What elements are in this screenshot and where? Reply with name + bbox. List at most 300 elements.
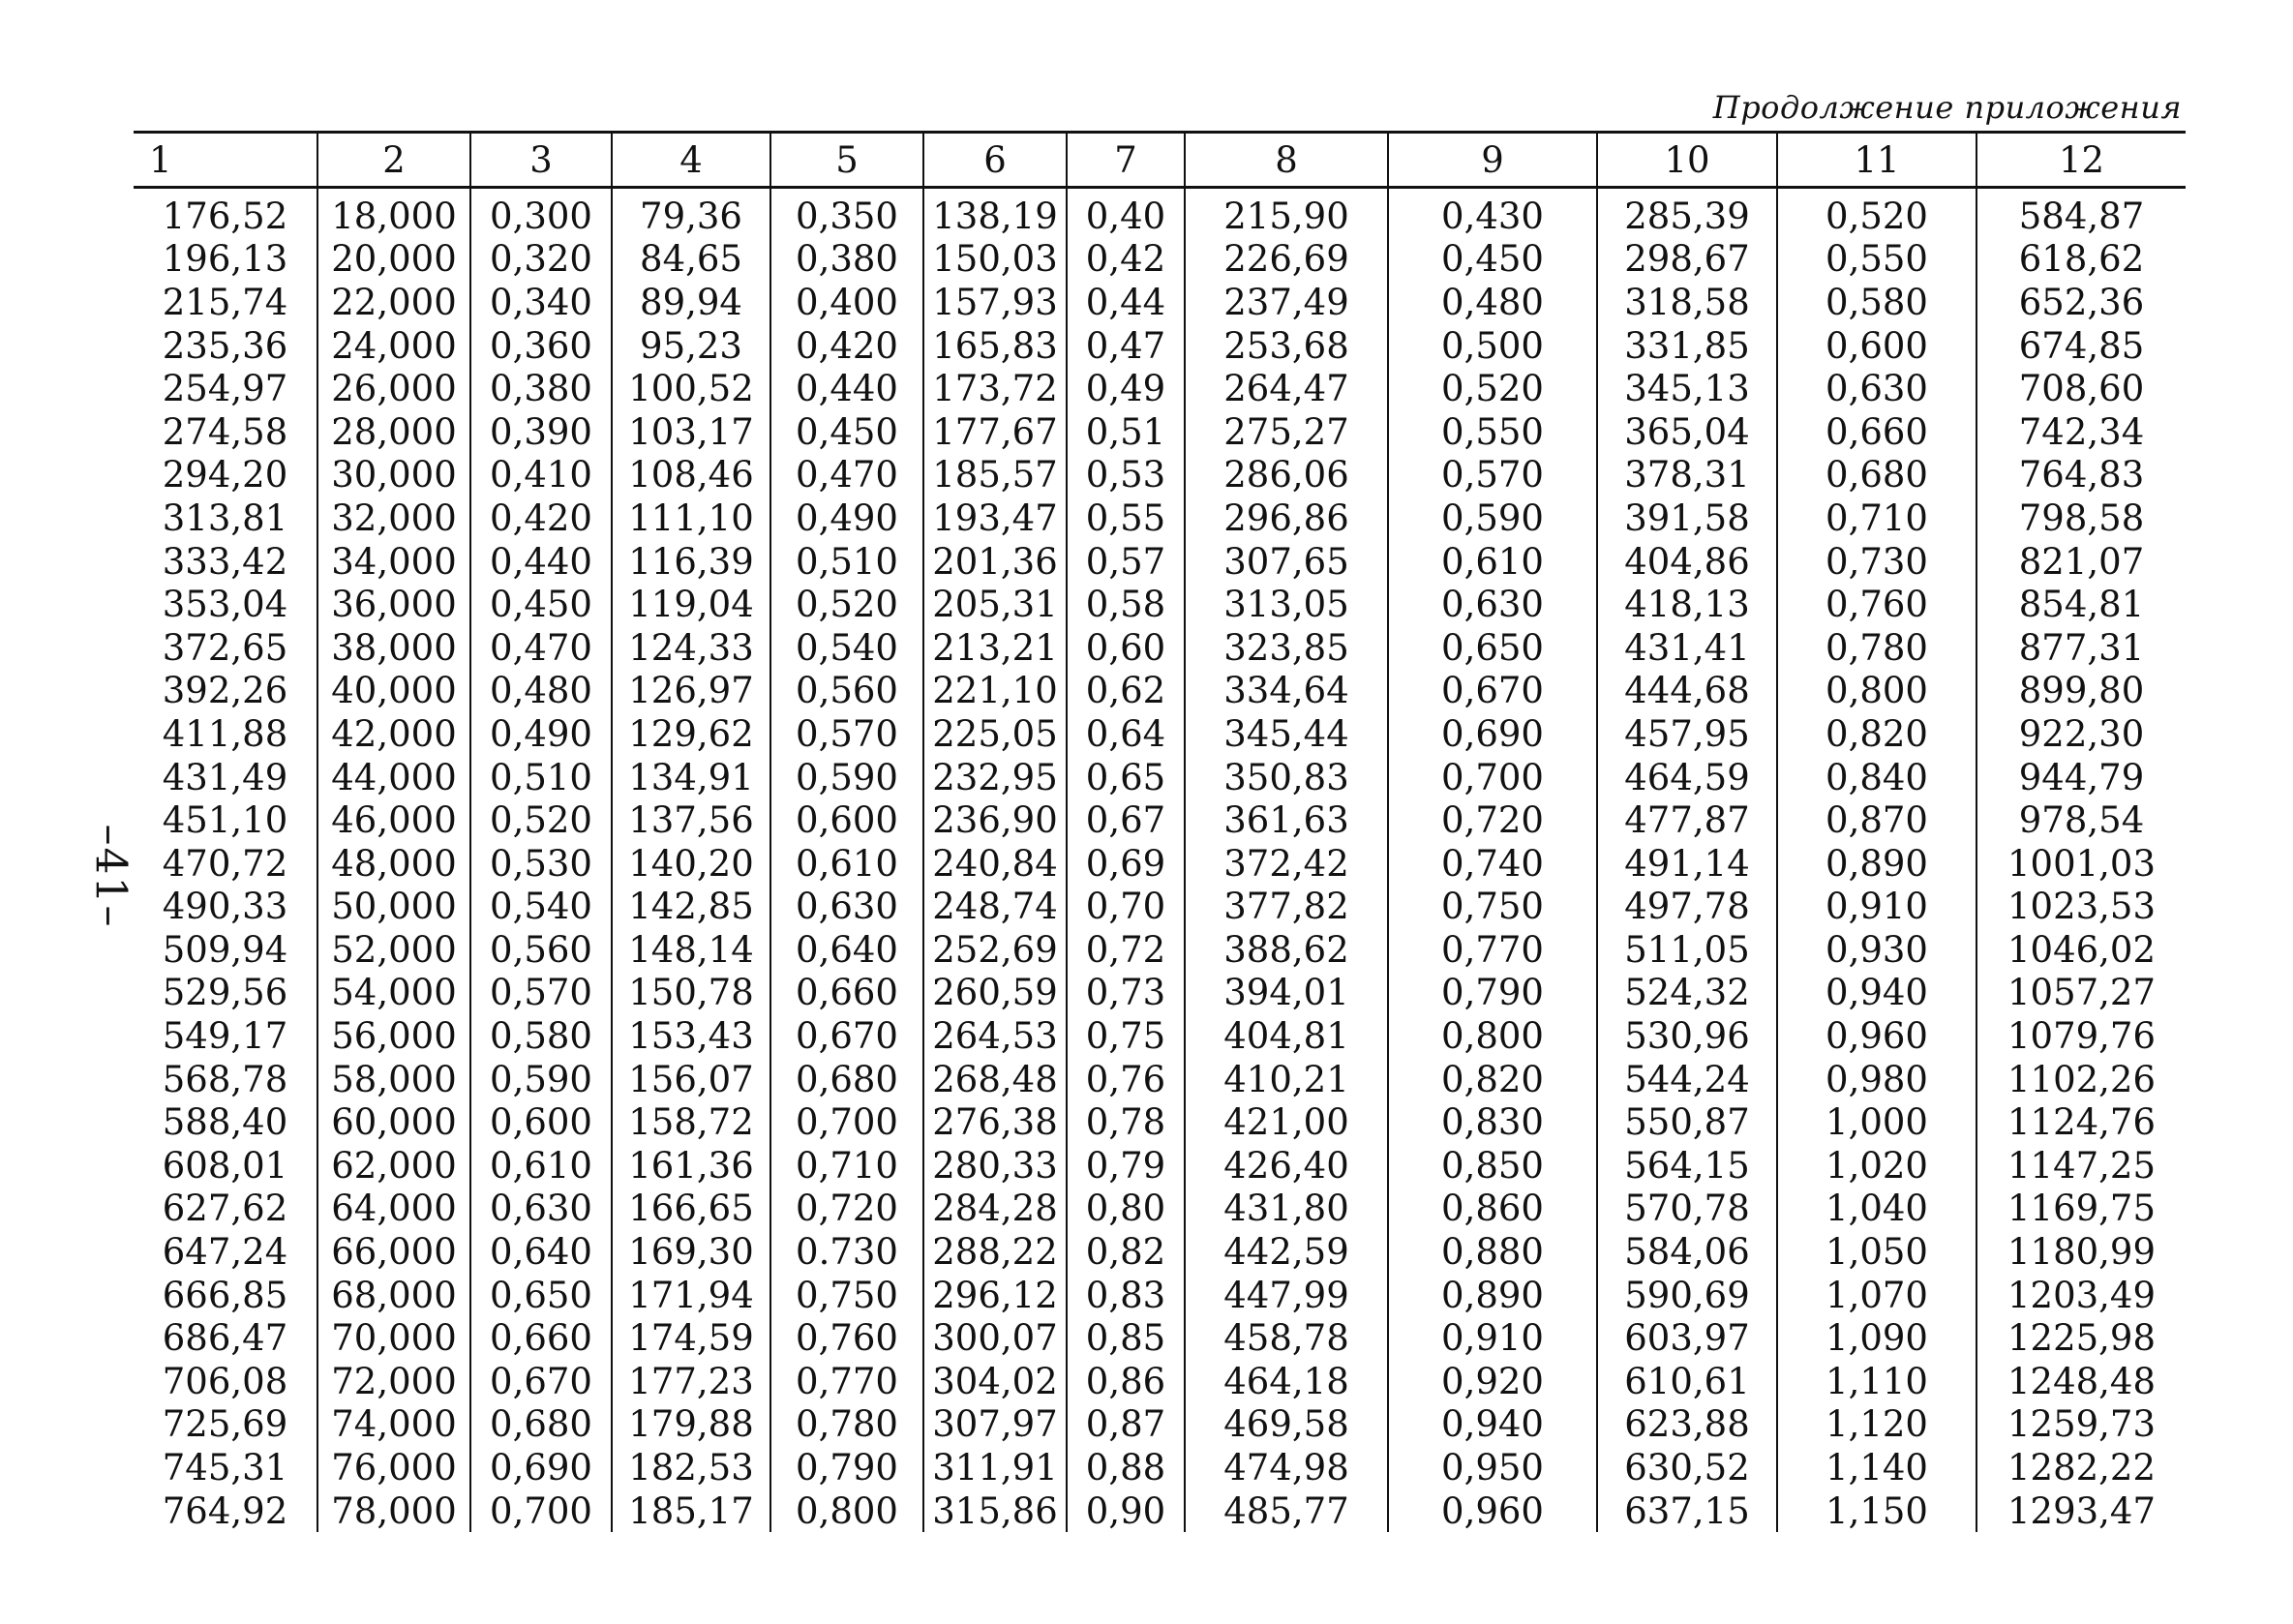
table-cell: 284,28 xyxy=(923,1188,1067,1231)
table-cell: 274,58 xyxy=(162,410,288,453)
table-cell: 0,750 xyxy=(1388,886,1597,929)
table-cell: 70,000 xyxy=(317,1316,470,1360)
table-cell: 404,86 xyxy=(1597,540,1777,584)
table-cell: 76,000 xyxy=(317,1446,470,1489)
table-cell: 78,000 xyxy=(317,1489,470,1533)
table-cell: 0,740 xyxy=(1388,842,1597,886)
table-cell: 0,540 xyxy=(770,626,923,670)
table-cell: 0,70 xyxy=(1067,886,1185,929)
table-cell: 285,39 xyxy=(1597,188,1777,238)
table-cell: 0,820 xyxy=(1777,712,1976,756)
column-header-8: 8 xyxy=(1185,133,1388,188)
table-cell: 0,910 xyxy=(1388,1316,1597,1360)
table-cell: 0,590 xyxy=(470,1058,612,1101)
table-cell: 0,580 xyxy=(470,1014,612,1058)
table-cell: 0,82 xyxy=(1067,1230,1185,1274)
table-cell: 0,730 xyxy=(1777,540,1976,584)
table-cell: 140,20 xyxy=(612,842,770,886)
table-cell: 431,49 xyxy=(162,756,288,798)
table-cell: 623,88 xyxy=(1597,1403,1777,1447)
column-header-5: 5 xyxy=(770,133,923,188)
table-cell: 142,85 xyxy=(612,886,770,929)
table-row xyxy=(134,540,2186,584)
table-cell: 469,58 xyxy=(1185,1403,1388,1447)
table-row xyxy=(134,972,2186,1015)
table-cell: 630,52 xyxy=(1597,1446,1777,1489)
table-cell: 0,550 xyxy=(1388,410,1597,454)
table-row xyxy=(134,1230,2186,1274)
table-cell: 18,000 xyxy=(317,188,470,238)
table-cell: 618,62 xyxy=(1976,238,2186,282)
table-cell: 529,56 xyxy=(162,972,288,1014)
table-cell: 0,520 xyxy=(470,798,612,842)
table-cell: 798,58 xyxy=(1976,496,2186,540)
table-cell: 0,960 xyxy=(1777,1014,1976,1058)
table-row xyxy=(134,1100,2186,1144)
table-cell: 524,32 xyxy=(1597,972,1777,1015)
table-cell: 0,42 xyxy=(1067,238,1185,282)
table-cell: 0,680 xyxy=(1777,454,1976,497)
table-cell: 0,710 xyxy=(770,1144,923,1188)
table-cell: 0,380 xyxy=(770,238,923,282)
table-row xyxy=(134,842,2186,886)
table-cell: 0,540 xyxy=(470,886,612,929)
table-cell: 464,18 xyxy=(1185,1360,1388,1403)
table-cell: 0,480 xyxy=(470,670,612,713)
table-cell: 590,69 xyxy=(1597,1274,1777,1317)
table-cell: 48,000 xyxy=(317,842,470,886)
table-cell: 511,05 xyxy=(1597,928,1777,972)
table-cell: 978,54 xyxy=(1976,798,2186,842)
table-cell: 173,72 xyxy=(923,367,1067,410)
table-cell: 54,000 xyxy=(317,972,470,1015)
table-cell: 264,47 xyxy=(1185,367,1388,410)
table-cell: 1248,48 xyxy=(1976,1360,2186,1403)
table-cell: 457,95 xyxy=(1597,712,1777,756)
table-cell: 304,02 xyxy=(923,1360,1067,1403)
table-cell: 0,450 xyxy=(1388,238,1597,282)
table-cell: 156,07 xyxy=(612,1058,770,1101)
table-cell: 431,41 xyxy=(1597,626,1777,670)
table-cell: 0,630 xyxy=(470,1188,612,1231)
table-cell: 0,450 xyxy=(770,410,923,454)
table-cell: 124,33 xyxy=(612,626,770,670)
table-cell: 411,88 xyxy=(162,712,288,755)
table-cell: 0,490 xyxy=(470,712,612,756)
table-cell: 22,000 xyxy=(317,281,470,324)
table-cell: 0,560 xyxy=(770,670,923,713)
table-cell: 252,69 xyxy=(923,928,1067,972)
table-cell: 0,560 xyxy=(470,928,612,972)
table-cell: 490,33 xyxy=(162,886,288,928)
table-cell: 177,67 xyxy=(923,410,1067,454)
column-header-4: 4 xyxy=(612,133,770,188)
table-cell: 0,410 xyxy=(470,454,612,497)
table-cell: 0,440 xyxy=(470,540,612,584)
table-cell: 444,68 xyxy=(1597,670,1777,713)
table-row xyxy=(134,1316,2186,1360)
table-cell: 1,050 xyxy=(1777,1230,1976,1274)
table-row xyxy=(134,324,2186,368)
table-cell: 647,24 xyxy=(162,1231,288,1274)
table-cell: 1,110 xyxy=(1777,1360,1976,1403)
column-header-11: 11 xyxy=(1777,133,1976,188)
table-cell: 1046,02 xyxy=(1976,928,2186,972)
table-cell: 298,67 xyxy=(1597,238,1777,282)
table-row xyxy=(134,1014,2186,1058)
table-cell: 1001,03 xyxy=(1976,842,2186,886)
table-cell: 1079,76 xyxy=(1976,1014,2186,1058)
table-cell: 0,79 xyxy=(1067,1144,1185,1188)
table-cell: 0,670 xyxy=(770,1014,923,1058)
table-cell: 0,680 xyxy=(770,1058,923,1101)
table-cell: 0,820 xyxy=(1388,1058,1597,1101)
table-cell: 311,91 xyxy=(923,1446,1067,1489)
table-cell: 150,03 xyxy=(923,238,1067,282)
table-cell: 158,72 xyxy=(612,1100,770,1144)
table-cell: 404,81 xyxy=(1185,1014,1388,1058)
table-cell: 134,91 xyxy=(612,756,770,799)
table-cell: 0,55 xyxy=(1067,496,1185,540)
table-cell: 666,85 xyxy=(162,1274,288,1316)
table-cell: 0,51 xyxy=(1067,410,1185,454)
table-cell: 0,630 xyxy=(1388,583,1597,626)
table-cell: 0,770 xyxy=(1388,928,1597,972)
table-cell: 0,700 xyxy=(770,1100,923,1144)
table-cell: 394,01 xyxy=(1185,972,1388,1015)
table-cell: 44,000 xyxy=(317,756,470,799)
table-cell: 215,90 xyxy=(1185,188,1388,238)
table-cell: 0,880 xyxy=(1388,1230,1597,1274)
table-cell: 764,92 xyxy=(162,1489,288,1532)
table-cell: 0,570 xyxy=(470,972,612,1015)
table-cell: 0,930 xyxy=(1777,928,1976,972)
table-cell: 0,75 xyxy=(1067,1014,1185,1058)
table-cell: 193,47 xyxy=(923,496,1067,540)
table-cell: 0,660 xyxy=(470,1316,612,1360)
table-cell: 0,60 xyxy=(1067,626,1185,670)
table-cell: 307,65 xyxy=(1185,540,1388,584)
table-cell: 30,000 xyxy=(317,454,470,497)
table-cell: 418,13 xyxy=(1597,583,1777,626)
table-cell: 0,64 xyxy=(1067,712,1185,756)
table-cell: 1293,47 xyxy=(1976,1489,2186,1533)
table-cell: 0,520 xyxy=(770,583,923,626)
table-cell: 0,860 xyxy=(1388,1188,1597,1231)
table-cell: 603,97 xyxy=(1597,1316,1777,1360)
table-cell: 1169,75 xyxy=(1976,1188,2186,1231)
table-cell: 74,000 xyxy=(317,1403,470,1447)
table-cell: 0,940 xyxy=(1777,972,1976,1015)
column-header-2: 2 xyxy=(317,133,470,188)
table-cell: 153,43 xyxy=(612,1014,770,1058)
table-cell: 0,660 xyxy=(770,972,923,1015)
table-cell: 410,21 xyxy=(1185,1058,1388,1101)
table-cell: 119,04 xyxy=(612,583,770,626)
table-cell: 421,00 xyxy=(1185,1100,1388,1144)
table-cell: 0,610 xyxy=(770,842,923,886)
table-cell: 240,84 xyxy=(923,842,1067,886)
table-cell: 544,24 xyxy=(1597,1058,1777,1101)
table-cell: 179,88 xyxy=(612,1403,770,1447)
table-row xyxy=(134,670,2186,713)
table-cell: 0,320 xyxy=(470,238,612,282)
table-cell: 345,13 xyxy=(1597,367,1777,410)
table-cell: 116,39 xyxy=(612,540,770,584)
table-cell: 286,06 xyxy=(1185,454,1388,497)
table-cell: 764,83 xyxy=(1976,454,2186,497)
table-cell: 0,76 xyxy=(1067,1058,1185,1101)
table-cell: 1124,76 xyxy=(1976,1100,2186,1144)
table-row xyxy=(134,1274,2186,1317)
column-header-6: 6 xyxy=(923,133,1067,188)
table-cell: 182,53 xyxy=(612,1446,770,1489)
table-cell: 1225,98 xyxy=(1976,1316,2186,1360)
table-cell: 177,23 xyxy=(612,1360,770,1403)
table-cell: 0,87 xyxy=(1067,1403,1185,1447)
column-header-1: 1 xyxy=(134,133,317,188)
table-cell: 1147,25 xyxy=(1976,1144,2186,1188)
table-cell: 391,58 xyxy=(1597,496,1777,540)
table-cell: 26,000 xyxy=(317,367,470,410)
data-table xyxy=(134,131,2186,1532)
table-cell: 1,140 xyxy=(1777,1446,1976,1489)
table-cell: 28,000 xyxy=(317,410,470,454)
table-cell: 877,31 xyxy=(1976,626,2186,670)
table-cell: 1023,53 xyxy=(1976,886,2186,929)
table-cell: 148,14 xyxy=(612,928,770,972)
table-cell: 0,590 xyxy=(1388,496,1597,540)
table-cell: 350,83 xyxy=(1185,756,1388,799)
table-cell: 365,04 xyxy=(1597,410,1777,454)
table-cell: 138,19 xyxy=(923,188,1067,238)
table-cell: 264,53 xyxy=(923,1014,1067,1058)
table-cell: 821,07 xyxy=(1976,540,2186,584)
table-cell: 0,940 xyxy=(1388,1403,1597,1447)
table-cell: 1,150 xyxy=(1777,1489,1976,1533)
table-cell: 627,62 xyxy=(162,1188,288,1230)
table-cell: 103,17 xyxy=(612,410,770,454)
table-cell: 79,36 xyxy=(612,188,770,238)
table-cell: 205,31 xyxy=(923,583,1067,626)
table-cell: 171,94 xyxy=(612,1274,770,1317)
page-number: –41– xyxy=(85,824,136,929)
table-row xyxy=(134,281,2186,324)
table-cell: 0,350 xyxy=(770,188,923,238)
table-cell: 280,33 xyxy=(923,1144,1067,1188)
table-cell: 0,83 xyxy=(1067,1274,1185,1317)
table-cell: 0,420 xyxy=(770,324,923,368)
table-cell: 509,94 xyxy=(162,928,288,971)
table-cell: 361,63 xyxy=(1185,798,1388,842)
table-cell: 221,10 xyxy=(923,670,1067,713)
table-cell: 0,780 xyxy=(1777,626,1976,670)
table-cell: 226,69 xyxy=(1185,238,1388,282)
table-cell: 0,58 xyxy=(1067,583,1185,626)
table-cell: 610,61 xyxy=(1597,1360,1777,1403)
table-cell: 68,000 xyxy=(317,1274,470,1317)
table-cell: 294,20 xyxy=(162,454,288,496)
table-cell: 0,53 xyxy=(1067,454,1185,497)
table-cell: 296,86 xyxy=(1185,496,1388,540)
table-cell: 0,800 xyxy=(1777,670,1976,713)
table-cell: 307,97 xyxy=(923,1403,1067,1447)
table-cell: 0,890 xyxy=(1388,1274,1597,1317)
table-cell: 345,44 xyxy=(1185,712,1388,756)
table-cell: 129,62 xyxy=(612,712,770,756)
table-cell: 260,59 xyxy=(923,972,1067,1015)
table-cell: 0,580 xyxy=(1777,281,1976,324)
table-cell: 0,450 xyxy=(470,583,612,626)
table-cell: 313,05 xyxy=(1185,583,1388,626)
table-cell: 745,31 xyxy=(162,1447,288,1489)
table-cell: 899,80 xyxy=(1976,670,2186,713)
table-cell: 100,52 xyxy=(612,367,770,410)
table-body xyxy=(134,188,2186,1533)
table-cell: 0,960 xyxy=(1388,1489,1597,1533)
table-cell: 0,360 xyxy=(470,324,612,368)
table-cell: 213,21 xyxy=(923,626,1067,670)
table-cell: 377,82 xyxy=(1185,886,1388,929)
table-cell: 474,98 xyxy=(1185,1446,1388,1489)
table-cell: 0,510 xyxy=(770,540,923,584)
table-cell: 0,85 xyxy=(1067,1316,1185,1360)
table-cell: 0,770 xyxy=(770,1360,923,1403)
table-cell: 52,000 xyxy=(317,928,470,972)
table-cell: 0,49 xyxy=(1067,367,1185,410)
table-cell: 0,950 xyxy=(1388,1446,1597,1489)
table-cell: 0,700 xyxy=(1388,756,1597,799)
table-cell: 0,640 xyxy=(470,1230,612,1274)
table-cell: 60,000 xyxy=(317,1100,470,1144)
table-cell: 652,36 xyxy=(1976,281,2186,324)
table-cell: 185,17 xyxy=(612,1489,770,1533)
table-cell: 169,30 xyxy=(612,1230,770,1274)
table-row xyxy=(134,1446,2186,1489)
table-cell: 426,40 xyxy=(1185,1144,1388,1188)
table-cell: 108,46 xyxy=(612,454,770,497)
table-cell: 46,000 xyxy=(317,798,470,842)
table-cell: 447,99 xyxy=(1185,1274,1388,1317)
table-cell: 0,640 xyxy=(770,928,923,972)
table-cell: 0,44 xyxy=(1067,281,1185,324)
table-cell: 0,720 xyxy=(1388,798,1597,842)
table-cell: 1102,26 xyxy=(1976,1058,2186,1101)
table-cell: 564,15 xyxy=(1597,1144,1777,1188)
table-cell: 708,60 xyxy=(1976,367,2186,410)
table-row xyxy=(134,798,2186,842)
table-cell: 166,65 xyxy=(612,1188,770,1231)
table-cell: 0,790 xyxy=(1388,972,1597,1015)
table-cell: 288,22 xyxy=(923,1230,1067,1274)
table-cell: 0,890 xyxy=(1777,842,1976,886)
table-cell: 0,610 xyxy=(1388,540,1597,584)
table-row xyxy=(134,756,2186,799)
table-cell: 0,62 xyxy=(1067,670,1185,713)
table-cell: 470,72 xyxy=(162,842,288,885)
table-cell: 353,04 xyxy=(162,584,288,626)
table-cell: 0,750 xyxy=(770,1274,923,1317)
table-cell: 442,59 xyxy=(1185,1230,1388,1274)
table-cell: 20,000 xyxy=(317,238,470,282)
table-cell: 568,78 xyxy=(162,1058,288,1100)
table-cell: 706,08 xyxy=(162,1360,288,1402)
table-cell: 201,36 xyxy=(923,540,1067,584)
table-row xyxy=(134,410,2186,454)
table-cell: 235,36 xyxy=(162,324,288,367)
table-cell: 0,800 xyxy=(1388,1014,1597,1058)
table-cell: 32,000 xyxy=(317,496,470,540)
table-cell: 0,420 xyxy=(470,496,612,540)
table-cell: 176,52 xyxy=(162,195,288,237)
table-cell: 392,26 xyxy=(162,670,288,712)
table-row xyxy=(134,1489,2186,1533)
table-cell: 50,000 xyxy=(317,886,470,929)
column-header-7: 7 xyxy=(1067,133,1185,188)
table-cell: 0,430 xyxy=(1388,188,1597,238)
table-cell: 0,88 xyxy=(1067,1446,1185,1489)
table-cell: 0,760 xyxy=(770,1316,923,1360)
table-cell: 0,600 xyxy=(470,1100,612,1144)
table-cell: 165,83 xyxy=(923,324,1067,368)
table-cell: 0,47 xyxy=(1067,324,1185,368)
table-cell: 72,000 xyxy=(317,1360,470,1403)
table-cell: 0,830 xyxy=(1388,1100,1597,1144)
table-cell: 378,31 xyxy=(1597,454,1777,497)
table-row xyxy=(134,1058,2186,1101)
table-cell: 0,910 xyxy=(1777,886,1976,929)
table-row xyxy=(134,496,2186,540)
table-cell: 34,000 xyxy=(317,540,470,584)
table-cell: 0,720 xyxy=(770,1188,923,1231)
table-cell: 215,74 xyxy=(162,281,288,323)
table-cell: 725,69 xyxy=(162,1403,288,1446)
table-cell: 225,05 xyxy=(923,712,1067,756)
table-cell: 1203,49 xyxy=(1976,1274,2186,1317)
table-cell: 0,390 xyxy=(470,410,612,454)
table-cell: 313,81 xyxy=(162,496,288,539)
table-cell: 331,85 xyxy=(1597,324,1777,368)
table-cell: 0,73 xyxy=(1067,972,1185,1015)
table-cell: 0,40 xyxy=(1067,188,1185,238)
table-cell: 248,74 xyxy=(923,886,1067,929)
table-cell: 185,57 xyxy=(923,454,1067,497)
table-cell: 0,78 xyxy=(1067,1100,1185,1144)
table-cell: 0,550 xyxy=(1777,238,1976,282)
table-cell: 0,470 xyxy=(470,626,612,670)
table-cell: 1,070 xyxy=(1777,1274,1976,1317)
continuation-caption: Продолжение приложения xyxy=(1712,89,2182,126)
table-cell: 570,78 xyxy=(1597,1188,1777,1231)
table-cell: 491,14 xyxy=(1597,842,1777,886)
table-row xyxy=(134,1144,2186,1188)
table-cell: 0,590 xyxy=(770,756,923,799)
table-cell: 236,90 xyxy=(923,798,1067,842)
table-cell: 0,490 xyxy=(770,496,923,540)
table-cell: 530,96 xyxy=(1597,1014,1777,1058)
table-cell: 0,600 xyxy=(770,798,923,842)
table-cell: 0,570 xyxy=(770,712,923,756)
table-row xyxy=(134,1403,2186,1447)
table-cell: 0,610 xyxy=(470,1144,612,1188)
table-cell: 0,72 xyxy=(1067,928,1185,972)
table-cell: 0,520 xyxy=(1777,188,1976,238)
table-cell: 0,500 xyxy=(1388,324,1597,368)
table-cell: 588,40 xyxy=(162,1101,288,1144)
table-cell: 0,980 xyxy=(1777,1058,1976,1101)
table-cell: 0,870 xyxy=(1777,798,1976,842)
table-cell: 854,81 xyxy=(1976,583,2186,626)
